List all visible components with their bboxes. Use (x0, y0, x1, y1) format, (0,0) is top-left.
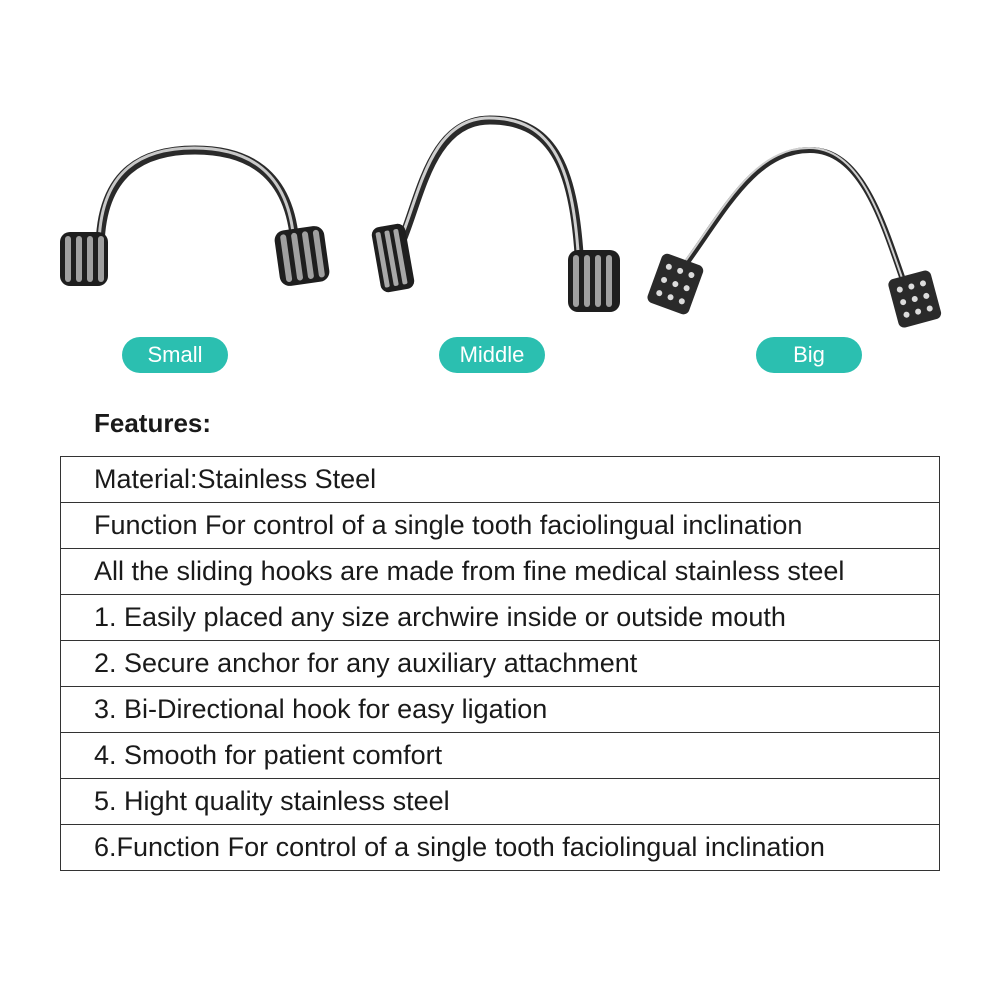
feature-cell: 5. Hight quality stainless steel (61, 779, 940, 825)
small-sliding-hook-image (55, 140, 335, 300)
table-row (61, 503, 940, 549)
big-sliding-hook-image (645, 140, 945, 335)
right-coil (568, 250, 620, 312)
product-middle (370, 110, 630, 320)
table-row (61, 779, 940, 825)
table-row (61, 595, 940, 641)
feature-cell: 2. Secure anchor for any auxiliary attachment (61, 641, 940, 687)
size-badge-small: Small (122, 337, 228, 373)
table-row (61, 457, 940, 503)
size-badge-big: Big (756, 337, 862, 373)
left-coil (646, 252, 705, 316)
middle-sliding-hook-image (370, 110, 630, 320)
features-title: Features: (94, 408, 212, 438)
product-small (55, 140, 335, 300)
feature-cell: Material:Stainless Steel (61, 457, 940, 503)
right-coil (887, 269, 942, 329)
table-row (61, 825, 940, 871)
table-row (61, 549, 940, 595)
table-row (61, 687, 940, 733)
feature-cell: 1. Easily placed any size archwire inside or outside mouth (61, 595, 940, 641)
feature-cell: 4. Smooth for patient comfort (61, 733, 940, 779)
table-row (61, 733, 940, 779)
feature-cell: 6.Function For control of a single tooth faciolingual inclination (61, 825, 940, 871)
feature-cell: All the sliding hooks are made from fine medical stainless steel (61, 549, 940, 595)
features-table (60, 456, 940, 871)
left-coil (60, 232, 108, 286)
right-coil (273, 225, 330, 287)
table-row (61, 641, 940, 687)
product-big (645, 140, 945, 335)
feature-cell: 3. Bi-Directional hook for easy ligation (61, 687, 940, 733)
feature-cell: Function For control of a single tooth faciolingual inclination (61, 503, 940, 549)
size-badge-middle: Middle (439, 337, 545, 373)
